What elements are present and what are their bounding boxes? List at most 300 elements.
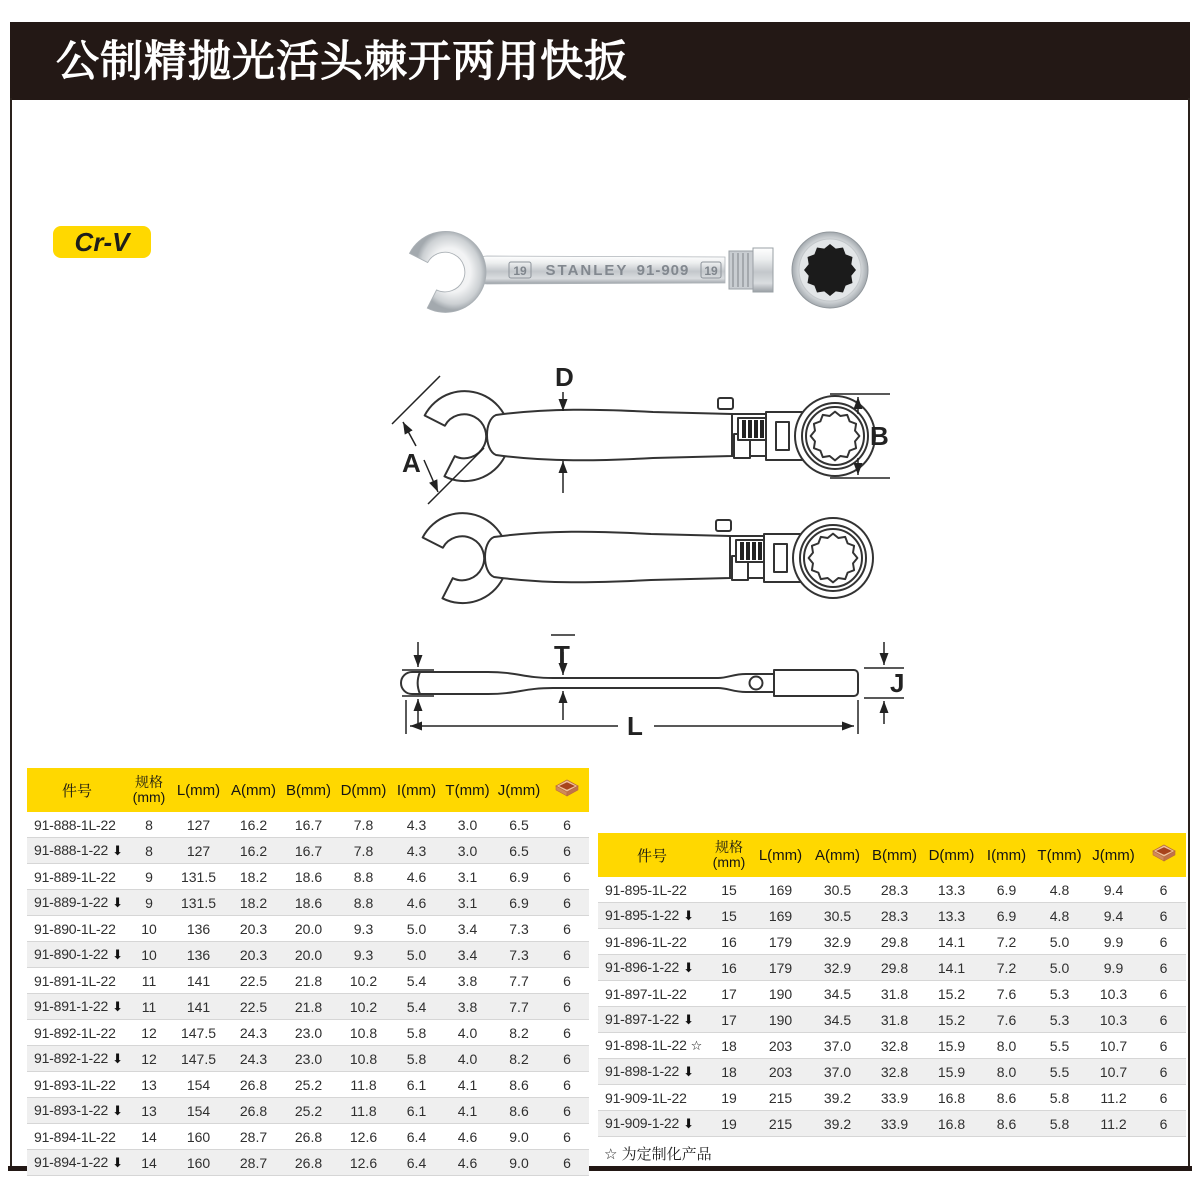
carton-icon: [555, 779, 579, 797]
col-header-d: D(mm): [336, 768, 391, 812]
value-cell: 31.8: [866, 1007, 923, 1033]
value-cell: 9.3: [336, 916, 391, 942]
value-cell: 9.9: [1086, 929, 1141, 955]
value-cell: 5.0: [391, 916, 442, 942]
value-cell: 5.3: [1033, 1007, 1086, 1033]
value-cell: 8: [127, 838, 171, 864]
value-cell: 127: [171, 812, 226, 838]
value-cell: 6.4: [391, 1150, 442, 1176]
col-header-j: J(mm): [1086, 833, 1141, 877]
value-cell: 6: [545, 942, 589, 968]
value-cell: 26.8: [226, 1098, 281, 1124]
value-cell: 22.5: [226, 968, 281, 994]
part-number-cell: 91-890-1-22 ⬇: [27, 942, 127, 968]
value-cell: 10.3: [1086, 1007, 1141, 1033]
wrench-open-end: [406, 221, 497, 319]
value-cell: 131.5: [171, 890, 226, 916]
value-cell: 10.7: [1086, 1059, 1141, 1085]
value-cell: 12: [127, 1046, 171, 1072]
table-row: [27, 812, 589, 838]
table-row: [27, 968, 589, 994]
value-cell: 10: [127, 916, 171, 942]
value-cell: 6: [545, 812, 589, 838]
table-row: [27, 916, 589, 942]
part-number-cell: 91-892-1L-22: [27, 1020, 127, 1046]
value-cell: 34.5: [809, 1007, 866, 1033]
col-header-t: T(mm): [442, 768, 493, 812]
dim-label-t: T: [554, 640, 570, 670]
col-header-d: D(mm): [923, 833, 980, 877]
value-cell: 21.8: [281, 994, 336, 1020]
value-cell: 9.9: [1086, 955, 1141, 981]
value-cell: 3.1: [442, 890, 493, 916]
part-number-cell: 91-894-1L-22: [27, 1124, 127, 1150]
value-cell: 8.8: [336, 890, 391, 916]
value-cell: 33.9: [866, 1111, 923, 1137]
spec-table-right-block: [598, 833, 1186, 1167]
value-cell: 154: [171, 1098, 226, 1124]
page-right-border: [1188, 98, 1190, 1168]
value-cell: 37.0: [809, 1059, 866, 1085]
value-cell: 31.8: [866, 981, 923, 1007]
value-cell: 10.8: [336, 1020, 391, 1046]
col-header-part: 件号: [598, 833, 706, 877]
value-cell: 10.7: [1086, 1033, 1141, 1059]
value-cell: 8.2: [493, 1020, 545, 1046]
value-cell: 25.2: [281, 1072, 336, 1098]
value-cell: 6: [1141, 981, 1186, 1007]
value-cell: 6: [545, 994, 589, 1020]
table-row: [598, 981, 1186, 1007]
header-row: [27, 768, 589, 812]
table-row: [27, 1124, 589, 1150]
table-row: [598, 1033, 1186, 1059]
value-cell: 28.3: [866, 903, 923, 929]
value-cell: 3.4: [442, 916, 493, 942]
part-number-cell: 91-890-1L-22: [27, 916, 127, 942]
value-cell: 26.8: [281, 1150, 336, 1176]
col-header-i: I(mm): [391, 768, 442, 812]
value-cell: 4.6: [442, 1150, 493, 1176]
table-row: [598, 929, 1186, 955]
dim-label-b: B: [870, 421, 889, 451]
value-cell: 136: [171, 916, 226, 942]
part-number-cell: 91-897-1-22 ⬇: [598, 1007, 706, 1033]
value-cell: 7.2: [980, 929, 1033, 955]
part-number-cell: 91-893-1L-22: [27, 1072, 127, 1098]
value-cell: 9: [127, 864, 171, 890]
value-cell: 5.4: [391, 994, 442, 1020]
value-cell: 8.0: [980, 1059, 1033, 1085]
down-arrow-icon: ⬇: [683, 1012, 694, 1027]
value-cell: 6.9: [980, 903, 1033, 929]
down-arrow-icon: ⬇: [112, 895, 123, 910]
value-cell: 5.5: [1033, 1033, 1086, 1059]
part-number-cell: 91-898-1L-22 ☆: [598, 1033, 706, 1059]
table-row: [27, 1150, 589, 1176]
value-cell: 20.3: [226, 942, 281, 968]
down-arrow-icon: ⬇: [683, 960, 694, 975]
value-cell: 13.3: [923, 877, 980, 903]
spec-table-left: [27, 768, 589, 1176]
value-cell: 6: [545, 1072, 589, 1098]
value-cell: 4.6: [442, 1124, 493, 1150]
title-bar: [10, 22, 1190, 100]
value-cell: 5.8: [391, 1020, 442, 1046]
col-header-j: J(mm): [493, 768, 545, 812]
value-cell: 32.8: [866, 1033, 923, 1059]
value-cell: 18.2: [226, 890, 281, 916]
value-cell: 6.9: [493, 890, 545, 916]
value-cell: 147.5: [171, 1020, 226, 1046]
value-cell: 5.4: [391, 968, 442, 994]
crv-badge-label: Cr-V: [74, 226, 130, 257]
value-cell: 6.1: [391, 1072, 442, 1098]
value-cell: 11: [127, 994, 171, 1020]
value-cell: 147.5: [171, 1046, 226, 1072]
down-arrow-icon: ⬇: [112, 1051, 123, 1066]
value-cell: 3.0: [442, 812, 493, 838]
value-cell: 28.7: [226, 1124, 281, 1150]
value-cell: 5.8: [391, 1046, 442, 1072]
value-cell: 8.6: [980, 1085, 1033, 1111]
size-stamp-left: 19: [513, 264, 527, 278]
value-cell: 17: [706, 981, 752, 1007]
value-cell: 16.2: [226, 838, 281, 864]
value-cell: 16: [706, 955, 752, 981]
value-cell: 127: [171, 838, 226, 864]
star-icon: ☆: [690, 1038, 703, 1053]
value-cell: 4.1: [442, 1072, 493, 1098]
value-cell: 26.8: [281, 1124, 336, 1150]
value-cell: 14.1: [923, 929, 980, 955]
table-row: [598, 1059, 1186, 1085]
part-number-cell: 91-888-1L-22: [27, 812, 127, 838]
value-cell: 8.6: [493, 1098, 545, 1124]
value-cell: 5.3: [1033, 981, 1086, 1007]
value-cell: 8.6: [493, 1072, 545, 1098]
value-cell: 16.7: [281, 838, 336, 864]
col-header-b: B(mm): [866, 833, 923, 877]
value-cell: 5.0: [391, 942, 442, 968]
value-cell: 29.8: [866, 955, 923, 981]
value-cell: 10.8: [336, 1046, 391, 1072]
crv-material-badge: [53, 226, 151, 258]
value-cell: 131.5: [171, 864, 226, 890]
table-row: [598, 955, 1186, 981]
value-cell: 4.1: [442, 1098, 493, 1124]
value-cell: 20.0: [281, 942, 336, 968]
col-header-i: I(mm): [980, 833, 1033, 877]
value-cell: 6: [545, 1020, 589, 1046]
value-cell: 16: [706, 929, 752, 955]
value-cell: 9.4: [1086, 903, 1141, 929]
value-cell: 7.3: [493, 942, 545, 968]
part-number-cell: 91-892-1-22 ⬇: [27, 1046, 127, 1072]
value-cell: 9.0: [493, 1124, 545, 1150]
value-cell: 10.2: [336, 968, 391, 994]
dim-label-a: A: [402, 448, 421, 478]
value-cell: 4.0: [442, 1046, 493, 1072]
size-stamp-right: 19: [704, 264, 718, 278]
table-row: [598, 1085, 1186, 1111]
table-row: [598, 1111, 1186, 1137]
dimension-drawing-top-view: [388, 362, 923, 512]
value-cell: 14: [127, 1150, 171, 1176]
down-arrow-icon: ⬇: [112, 999, 123, 1014]
value-cell: 5.0: [1033, 955, 1086, 981]
value-cell: 33.9: [866, 1085, 923, 1111]
part-number-cell: 91-896-1-22 ⬇: [598, 955, 706, 981]
col-header-qty: [1141, 833, 1186, 877]
value-cell: 154: [171, 1072, 226, 1098]
value-cell: 6: [545, 1098, 589, 1124]
value-cell: 6: [1141, 955, 1186, 981]
part-number-cell: 91-888-1-22 ⬇: [27, 838, 127, 864]
value-cell: 22.5: [226, 994, 281, 1020]
col-header-l: L(mm): [171, 768, 226, 812]
value-cell: 4.8: [1033, 903, 1086, 929]
wrench-product-photo: [385, 215, 915, 325]
down-arrow-icon: ⬇: [683, 908, 694, 923]
value-cell: 160: [171, 1150, 226, 1176]
value-cell: 6: [1141, 1033, 1186, 1059]
value-cell: 14.1: [923, 955, 980, 981]
value-cell: 9.0: [493, 1150, 545, 1176]
value-cell: 6: [1141, 877, 1186, 903]
spec-table-right: [598, 833, 1186, 1137]
part-number-cell: 91-891-1L-22: [27, 968, 127, 994]
value-cell: 6: [1141, 1085, 1186, 1111]
value-cell: 6: [1141, 929, 1186, 955]
value-cell: 4.0: [442, 1020, 493, 1046]
table-row: [27, 1098, 589, 1124]
value-cell: 11.2: [1086, 1085, 1141, 1111]
value-cell: 16.7: [281, 812, 336, 838]
value-cell: 215: [752, 1085, 809, 1111]
value-cell: 12: [127, 1020, 171, 1046]
value-cell: 17: [706, 1007, 752, 1033]
table-row: [27, 890, 589, 916]
value-cell: 6.9: [980, 877, 1033, 903]
custom-product-footnote: ☆ 为定制化产品: [604, 1146, 712, 1163]
col-header-spec: 规格 (mm): [706, 833, 752, 877]
part-number-cell: 91-897-1L-22: [598, 981, 706, 1007]
value-cell: 19: [706, 1085, 752, 1111]
value-cell: 6: [1141, 1059, 1186, 1085]
value-cell: 3.1: [442, 864, 493, 890]
value-cell: 6: [1141, 1111, 1186, 1137]
value-cell: 28.3: [866, 877, 923, 903]
down-arrow-icon: ⬇: [112, 1155, 123, 1170]
dimension-drawing-side-view: [388, 628, 923, 743]
value-cell: 24.3: [226, 1020, 281, 1046]
value-cell: 20.3: [226, 916, 281, 942]
value-cell: 136: [171, 942, 226, 968]
part-number-cell: 91-891-1-22 ⬇: [27, 994, 127, 1020]
part-number-cell: 91-895-1L-22: [598, 877, 706, 903]
table-row: [27, 1020, 589, 1046]
value-cell: 15.2: [923, 1007, 980, 1033]
table-row: [27, 994, 589, 1020]
value-cell: 8.0: [980, 1033, 1033, 1059]
value-cell: 24.3: [226, 1046, 281, 1072]
value-cell: 25.2: [281, 1098, 336, 1124]
value-cell: 6.1: [391, 1098, 442, 1124]
table-row: [598, 877, 1186, 903]
part-number-cell: 91-895-1-22 ⬇: [598, 903, 706, 929]
value-cell: 6.9: [493, 864, 545, 890]
value-cell: 26.8: [226, 1072, 281, 1098]
value-cell: 7.2: [980, 955, 1033, 981]
header-row: [598, 833, 1186, 877]
col-header-qty: [545, 768, 589, 812]
value-cell: 203: [752, 1033, 809, 1059]
col-header-part: 件号: [27, 768, 127, 812]
value-cell: 8.6: [980, 1111, 1033, 1137]
col-header-a: A(mm): [809, 833, 866, 877]
value-cell: 16.8: [923, 1111, 980, 1137]
value-cell: 6: [545, 1150, 589, 1176]
value-cell: 160: [171, 1124, 226, 1150]
value-cell: 10.2: [336, 994, 391, 1020]
value-cell: 13: [127, 1098, 171, 1124]
part-number-cell: 91-909-1-22 ⬇: [598, 1111, 706, 1137]
value-cell: 215: [752, 1111, 809, 1137]
flex-joint-yoke: [753, 248, 773, 292]
table-row: [27, 864, 589, 890]
value-cell: 6: [545, 890, 589, 916]
dim-label-l: L: [627, 711, 643, 741]
value-cell: 141: [171, 994, 226, 1020]
page-left-border: [10, 98, 12, 1168]
dim-label-j: J: [890, 668, 905, 698]
value-cell: 12.6: [336, 1124, 391, 1150]
value-cell: 6: [545, 864, 589, 890]
value-cell: 15: [706, 877, 752, 903]
value-cell: 15: [706, 903, 752, 929]
value-cell: 9: [127, 890, 171, 916]
wrench-side-outline: [401, 670, 858, 696]
value-cell: 18.2: [226, 864, 281, 890]
value-cell: 13: [127, 1072, 171, 1098]
carton-icon: [1152, 844, 1176, 862]
table-row: [598, 903, 1186, 929]
value-cell: 8.8: [336, 864, 391, 890]
down-arrow-icon: ⬇: [683, 1116, 694, 1131]
model-stamp: 91-909: [636, 262, 690, 279]
value-cell: 11.8: [336, 1098, 391, 1124]
value-cell: 9.3: [336, 942, 391, 968]
value-cell: 11.8: [336, 1072, 391, 1098]
value-cell: 18.6: [281, 890, 336, 916]
value-cell: 23.0: [281, 1020, 336, 1046]
value-cell: 10: [127, 942, 171, 968]
value-cell: 4.3: [391, 838, 442, 864]
value-cell: 6.5: [493, 838, 545, 864]
value-cell: 3.8: [442, 968, 493, 994]
part-number-cell: 91-909-1L-22: [598, 1085, 706, 1111]
value-cell: 7.7: [493, 968, 545, 994]
page-title: 公制精抛光活头棘开两用快扳: [56, 38, 628, 86]
value-cell: 39.2: [809, 1111, 866, 1137]
col-header-l: L(mm): [752, 833, 809, 877]
value-cell: 23.0: [281, 1046, 336, 1072]
value-cell: 4.6: [391, 890, 442, 916]
col-header-b: B(mm): [281, 768, 336, 812]
value-cell: 6: [545, 968, 589, 994]
value-cell: 6: [545, 1046, 589, 1072]
value-cell: 30.5: [809, 877, 866, 903]
col-header-spec: 规格 (mm): [127, 768, 171, 812]
value-cell: 32.9: [809, 929, 866, 955]
value-cell: 7.7: [493, 994, 545, 1020]
part-number-cell: 91-896-1L-22: [598, 929, 706, 955]
value-cell: 7.8: [336, 838, 391, 864]
value-cell: 30.5: [809, 903, 866, 929]
value-cell: 32.8: [866, 1059, 923, 1085]
value-cell: 15.9: [923, 1033, 980, 1059]
value-cell: 16.8: [923, 1085, 980, 1111]
value-cell: 15.2: [923, 981, 980, 1007]
value-cell: 190: [752, 1007, 809, 1033]
table-row: [27, 838, 589, 864]
value-cell: 39.2: [809, 1085, 866, 1111]
value-cell: 7.8: [336, 812, 391, 838]
value-cell: 8.2: [493, 1046, 545, 1072]
down-arrow-icon: ⬇: [112, 1103, 123, 1118]
table-row: [598, 1007, 1186, 1033]
value-cell: 4.6: [391, 864, 442, 890]
value-cell: 28.7: [226, 1150, 281, 1176]
value-cell: 18: [706, 1059, 752, 1085]
value-cell: 6: [545, 838, 589, 864]
value-cell: 141: [171, 968, 226, 994]
part-number-cell: 91-894-1-22 ⬇: [27, 1150, 127, 1176]
value-cell: 4.3: [391, 812, 442, 838]
value-cell: 11.2: [1086, 1111, 1141, 1137]
table-row: [27, 1072, 589, 1098]
value-cell: 21.8: [281, 968, 336, 994]
part-number-cell: 91-889-1L-22: [27, 864, 127, 890]
value-cell: 14: [127, 1124, 171, 1150]
value-cell: 5.8: [1033, 1085, 1086, 1111]
value-cell: 5.8: [1033, 1111, 1086, 1137]
value-cell: 11: [127, 968, 171, 994]
table-row: [27, 1046, 589, 1072]
value-cell: 13.3: [923, 903, 980, 929]
value-cell: 32.9: [809, 955, 866, 981]
value-cell: 179: [752, 929, 809, 955]
col-header-t: T(mm): [1033, 833, 1086, 877]
value-cell: 7.6: [980, 1007, 1033, 1033]
value-cell: 18.6: [281, 864, 336, 890]
brand-stamp: STANLEY: [545, 262, 629, 279]
value-cell: 8: [127, 812, 171, 838]
value-cell: 6.5: [493, 812, 545, 838]
value-cell: 169: [752, 877, 809, 903]
value-cell: 6: [545, 916, 589, 942]
part-number-cell: 91-898-1-22 ⬇: [598, 1059, 706, 1085]
part-number-cell: 91-893-1-22 ⬇: [27, 1098, 127, 1124]
value-cell: 18: [706, 1033, 752, 1059]
down-arrow-icon: ⬇: [112, 843, 123, 858]
value-cell: 203: [752, 1059, 809, 1085]
table-row: [27, 942, 589, 968]
value-cell: 7.3: [493, 916, 545, 942]
value-cell: 9.4: [1086, 877, 1141, 903]
col-header-a: A(mm): [226, 768, 281, 812]
